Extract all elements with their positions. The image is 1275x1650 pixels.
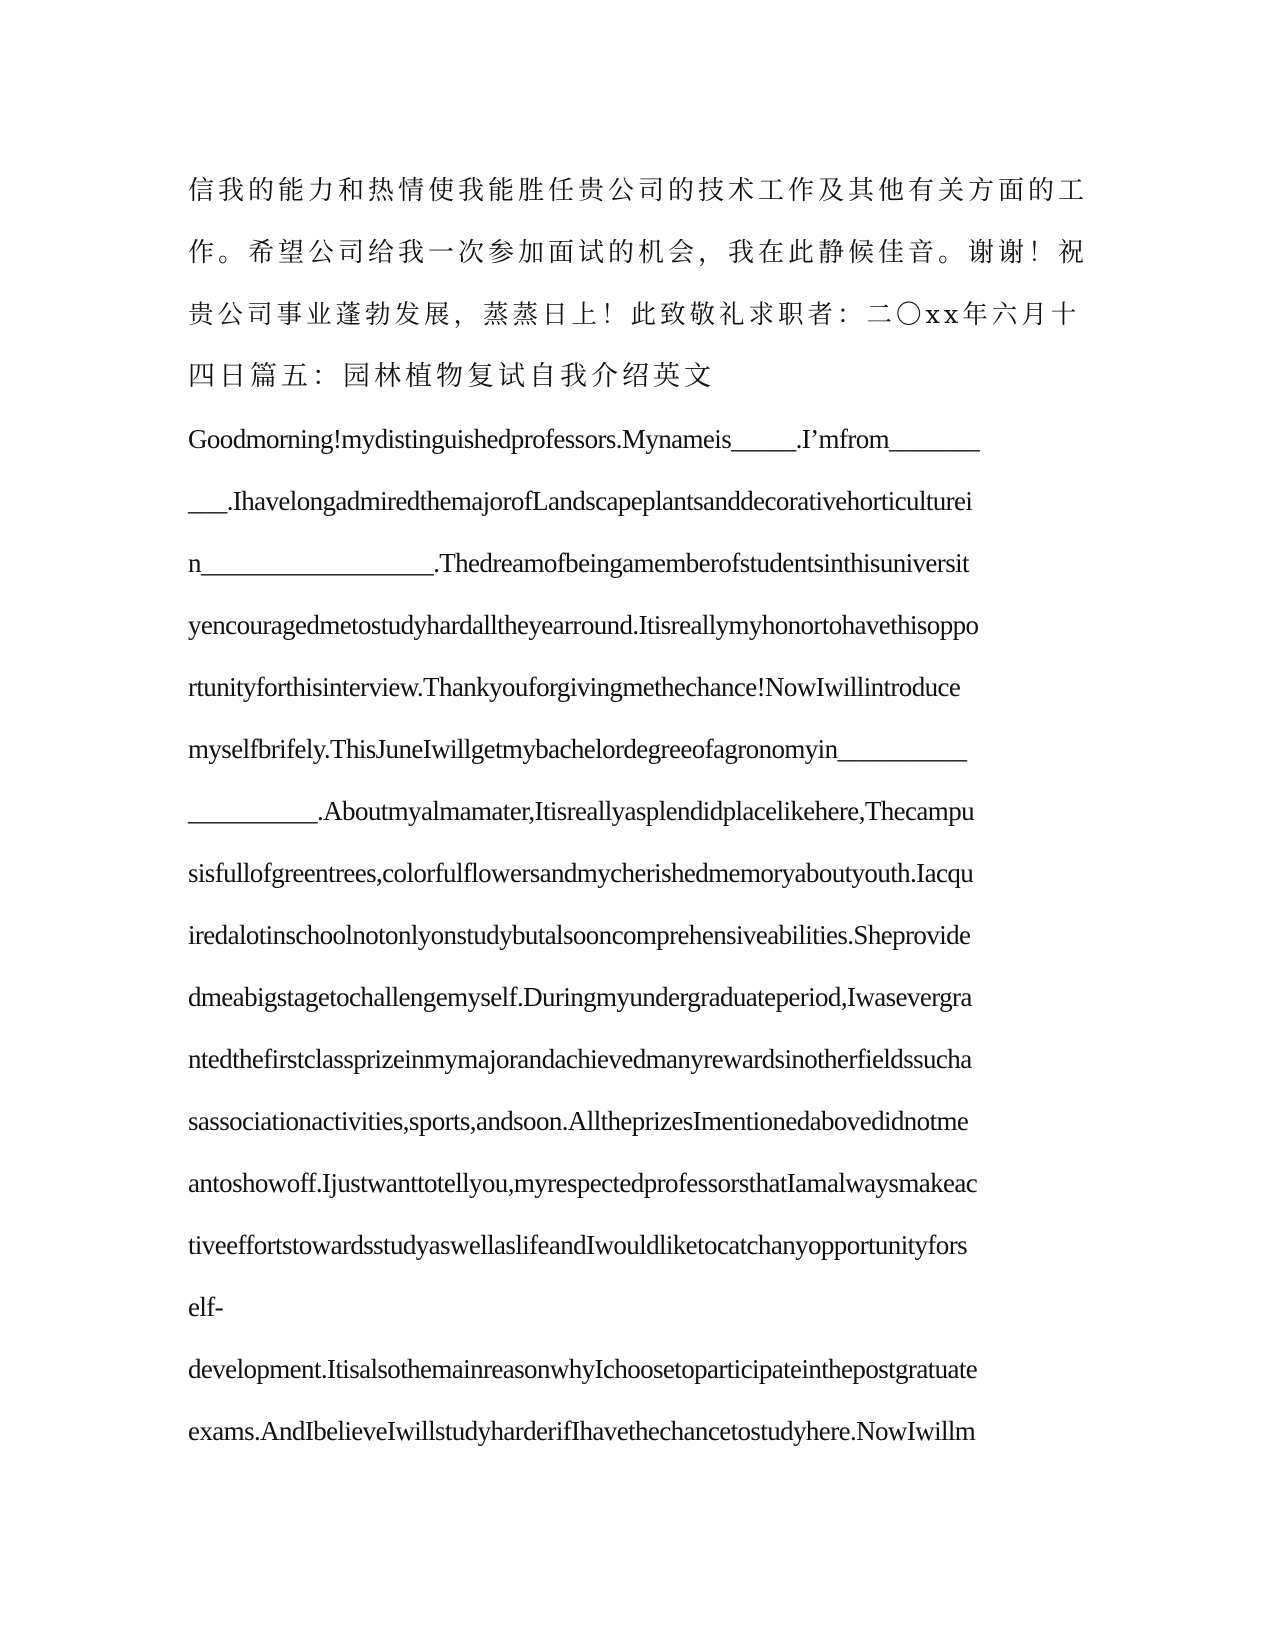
paragraph-line: tiveeffortstowardsstudyaswellaslifeandIwouldliketocatchanyopportunityfors [188, 1230, 967, 1260]
paragraph-line: antoshowoff.Ijustwanttotellyou,myrespectedprofessorsthatIamalwaysmakeac [188, 1168, 978, 1198]
paragraph-line: elf- [188, 1292, 224, 1322]
paragraph-line: Goodmorning!mydistinguishedprofessors.Mynameis_____.I’mfrom_______ [188, 424, 980, 454]
paragraph-line: exams.AndIbelieveIwillstudyharderifIhavethechancetostudyhere.NowIwillm [188, 1416, 976, 1446]
paragraph-line: yencouragedmetostudyhardalltheyearround.Itisreallymyhonortohavethisoppo [188, 610, 979, 640]
section-heading-line: 四日篇五：园林植物复试自我介绍英文 [188, 361, 715, 392]
paragraph-line: ntedthefirstclassprizeinmymajorandachievedmanyrewardsinotherfieldssucha [188, 1044, 972, 1074]
document-body [188, 160, 1088, 1462]
paragraph-line: 贵公司事业蓬勃发展，蒸蒸日上！此致敬礼求职者：二〇xx年六月十 [188, 300, 1081, 330]
paragraph-line: __________.Aboutmyalmamater,Itisreallyasplendidplacelikehere,Thecampu [188, 796, 974, 826]
paragraph-line: myselfbrifely.ThisJuneIwillgetmybachelordegreeofagronomyin__________ [188, 734, 967, 764]
paragraph-line: rtunityforthisinterview.Thankyouforgivingmethechance!NowIwillintroduce [188, 672, 961, 702]
paragraph-line: dmeabigstagetochallengemyself.Duringmyundergraduateperiod,Iwasevergra [188, 982, 972, 1012]
paragraph-line: development.ItisalsothemainreasonwhyIchoosetoparticipateinthepostgratuate [188, 1354, 978, 1384]
paragraph-line: sassociationactivities,sports,andsoon.AlltheprizesImentionedabovedidnotme [188, 1106, 969, 1136]
paragraph-line: ___.IhavelongadmiredthemajorofLandscapeplantsanddecorativehorticulturei [188, 486, 973, 516]
paragraph-line: 作。希望公司给我一次参加面试的机会，我在此静候佳音。谢谢！祝 [188, 238, 1089, 268]
paragraph-line: iredalotinschoolnotonlyonstudybutalsooncomprehensiveabilities.Sheprovide [188, 920, 971, 950]
paragraph-line: sisfullofgreentrees,colorfulflowersandmycherishedmemoryaboutyouth.Iacqu [188, 858, 974, 888]
paragraph-line: n__________________.Thedreamofbeingamemberofstudentsinthisuniversit [188, 548, 969, 578]
paragraph-line: 信我的能力和热情使我能胜任贵公司的技术工作及其他有关方面的工 [188, 176, 1089, 206]
